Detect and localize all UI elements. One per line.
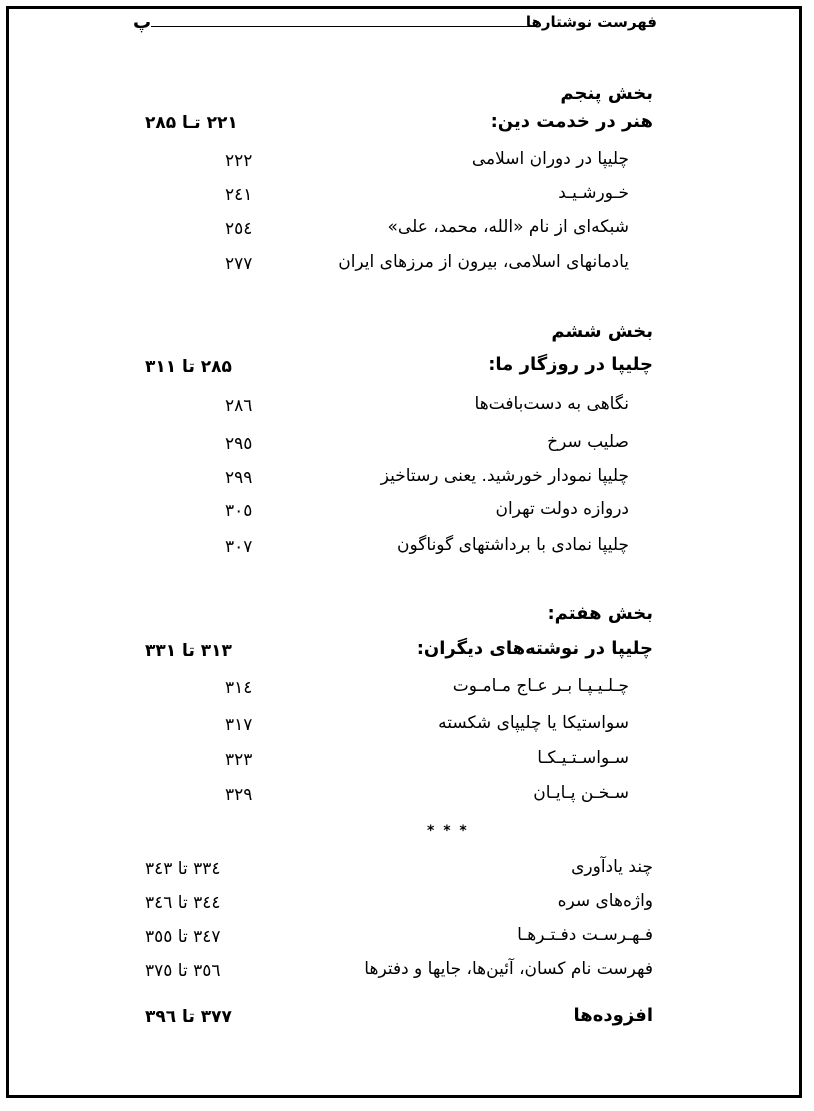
toc-item-page: ۳۱۷ [225,715,253,735]
part7-range: ۳۱۳ تا ۳۳۱ [145,641,232,661]
part6-title: بخش ششم [551,321,653,342]
appendix-item-range: ۳۳٤ تا ۳٤۳ [145,859,221,879]
toc-item-page: ۲۲۲ [225,151,253,171]
toc-item-label: سـواسـتـیـکـا [537,748,629,768]
toc-item-label: چـلـیـپـا بـر عـاج مـامـوت [452,676,629,696]
appendix-item-range: ۳٤۷ تا ۳٥٥ [145,927,221,947]
part5-range: ۲۲۱ تـا ۲۸۵ [145,113,238,133]
page-header [133,13,657,39]
final-item-label: افزوده‌ها [573,1005,653,1026]
toc-item-page: ۳۰۷ [225,537,253,557]
appendix-item-range: ۳٥٦ تا ۳۷٥ [145,961,221,981]
toc-item-page: ۲۹۹ [225,468,253,488]
part7-subtitle: چلیپا در نوشته‌های دیگران: [416,638,653,659]
final-item-range: ۳۷۷ تا ۳۹٦ [145,1007,232,1027]
toc-item-page: ۲۸٦ [225,396,253,416]
toc-item-label: چلیپا نمودار خورشید. یعنی رستاخیز [380,466,629,486]
toc-item-label: خـورشـیـد [558,183,629,203]
toc-item-label: چلیپا نمادی با برداشتهای گوناگون [397,535,629,555]
toc-item-page: ۳۲۹ [225,785,253,805]
toc-page [6,6,802,1098]
toc-item-label: صلیب سرخ [547,432,629,452]
section-separator: * * * [427,823,469,839]
appendix-item-label: چند یادآوری [571,857,653,877]
part5-subtitle: هنر در خدمت دین: [490,111,653,132]
toc-item-label: شبکه‌ای از نام «الله، محمد، علی» [387,217,629,237]
toc-item-label: یادمانهای اسلامی، بیرون از مرزهای ایران [338,252,629,272]
part6-range: ۲۸۵ تا ۳۱۱ [145,357,232,377]
toc-item-label: دروازه دولت تهران [495,499,629,519]
toc-item-page: ۳۱٤ [225,678,253,698]
appendix-item-label: فهرست نام کسان، آئین‌ها، جایها و دفترها [364,959,653,979]
header-page-letter: پ [133,12,152,33]
part6-subtitle: چلیپا در روزگار ما: [488,354,653,375]
header-rule [151,26,537,27]
toc-item-label: سواستیکا یا چلیپای شکسته [438,713,629,733]
toc-item-page: ۲٥٤ [225,219,253,239]
toc-item-page: ۳۲۳ [225,750,253,770]
header-title: فهرست نوشتارها [525,13,657,31]
appendix-item-range: ۳٤٤ تا ۳٤٦ [145,893,221,913]
part7-title: بخش هفتم: [547,603,653,624]
toc-item-label: چلیپا در دوران اسلامی [471,149,629,169]
toc-item-label: نگاهی به دست‌بافت‌ها [474,394,629,414]
appendix-item-label: واژه‌های سره [557,891,653,911]
toc-item-page: ۲٤۱ [225,185,253,205]
toc-item-page: ۳۰٥ [225,501,253,521]
toc-item-page: ۲۹٥ [225,434,253,454]
part5-title: بخش پنجم [560,83,653,104]
toc-item-label: سـخـن پـایـان [533,783,629,803]
appendix-item-label: فـهـرسـت دفـتـرهـا [517,925,653,945]
toc-item-page: ۲۷۷ [225,254,253,274]
